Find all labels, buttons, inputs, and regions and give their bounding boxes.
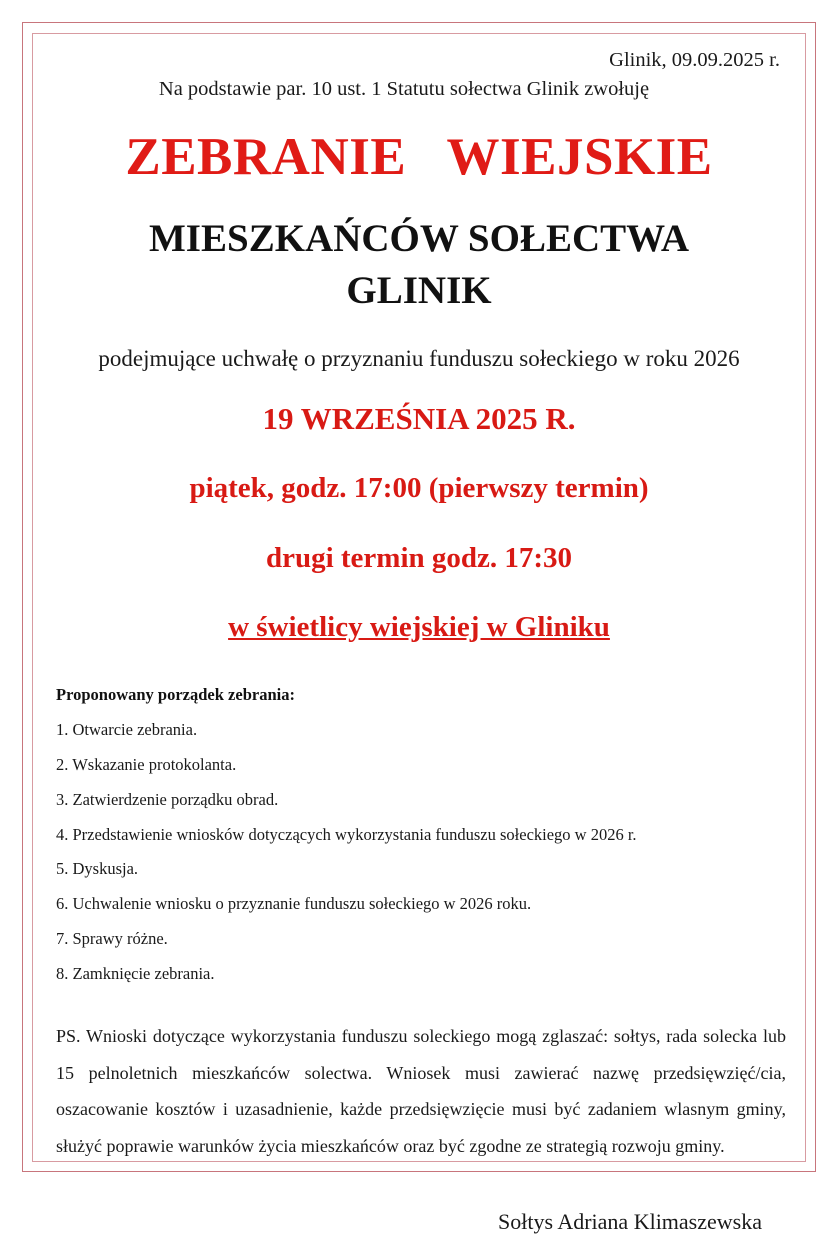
agenda-heading: Proponowany porządek zebrania: (56, 685, 295, 705)
subtitle-block (48, 213, 790, 318)
meeting-venue: w świetlicy wiejskiej w Gliniku (228, 610, 610, 643)
document-content (40, 40, 798, 1235)
postscript-note: PS. Wnioski dotyczące wykorzystania funduszu soleckiego mogą zglaszać: sołtys, rada solecka lub 15 pelnoletnich mieszkańców solectwa. Wniosek musi zawierać nazwę przedsięwzięć/cia, oszacowanie kosztów i uzasadnienie, każde przedsięwzięcie musi być zadaniem wlasnym gminy, służyć poprawie warunków życia mieszkańców oraz być zgodne ze strategią rozwoju gminy. (56, 1025, 786, 1157)
agenda-section (48, 685, 790, 983)
meeting-time-second-term: drugi termin godz. 17:30 (265, 541, 573, 574)
subtitle-line-residents: MIESZKAŃCÓW SOŁECTWA (149, 216, 689, 260)
agenda-item: 2. Wskazanie protokolanta. (56, 755, 237, 775)
agenda-item: 1. Otwarcie zebrania. (56, 720, 198, 740)
subtitle-line-village: GLINIK (346, 269, 492, 313)
meeting-time-first-term: piątek, godz. 17:00 (pierwszy termin) (189, 472, 649, 505)
meeting-purpose: podejmujące uchwałę o przyznaniu funduszu sołeckiego w roku 2026 (98, 345, 740, 371)
agenda-item: 8. Zamknięcie zebrania. (56, 963, 215, 983)
meeting-date: 19 WRZEŚNIA 2025 R. (262, 400, 576, 436)
legal-basis-statement: Na podstawie par. 10 ust. 1 Statutu sołectwa Glinik zwołuję (158, 77, 650, 100)
agenda-item: 4. Przedstawienie wniosków dotyczących wykorzystania funduszu sołeckiego w 2026 r. (56, 824, 637, 844)
signature-line: Sołtys Adriana Klimaszewska (498, 1209, 762, 1235)
page-title: ZEBRANIE WIEJSKIE (125, 128, 713, 187)
place-and-date: Glinik, 09.09.2025 r. (609, 49, 780, 71)
agenda-item: 5. Dyskusja. (56, 859, 139, 879)
agenda-item: 7. Sprawy różne. (56, 929, 168, 949)
agenda-item: 3. Zatwierdzenie porządku obrad. (56, 789, 279, 809)
agenda-item: 6. Uchwalenie wniosku o przyznanie funduszu sołeckiego w 2026 roku. (56, 894, 532, 914)
